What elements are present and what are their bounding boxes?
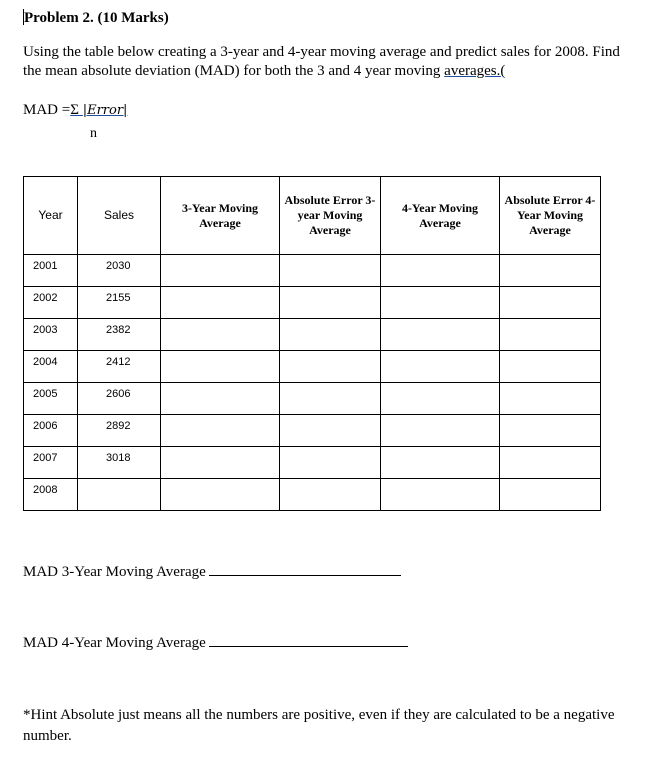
- header-sales: Sales: [78, 177, 161, 255]
- cell-sales-value: 2412: [106, 356, 131, 368]
- cell-sales-value: 2606: [106, 388, 131, 400]
- mad-3yr-answer-line[interactable]: [209, 574, 401, 576]
- cell-4yr-moving-average[interactable]: [381, 415, 500, 447]
- mad-formula-denominator: n: [90, 126, 97, 141]
- cell-sales: [78, 319, 161, 351]
- header-abs-error-3yr: Absolute Error 3-year Moving Average: [280, 177, 381, 255]
- cell-sales: [78, 351, 161, 383]
- cell-sales: [78, 415, 161, 447]
- cell-4yr-moving-average[interactable]: [381, 255, 500, 287]
- cell-year-value: 2004: [33, 356, 58, 368]
- cell-abs-error-3yr[interactable]: [280, 287, 381, 319]
- cell-4yr-moving-average[interactable]: [381, 447, 500, 479]
- instructions-text: Using the table below creating a 3-year and 4-year moving average and predict sales for 2008. Find the mean absolute deviation (MAD) for both the 3 and 4 year moving: [23, 44, 620, 79]
- mad-4yr-answer-line[interactable]: [209, 645, 408, 647]
- cell-sales: [78, 447, 161, 479]
- cell-4yr-moving-average[interactable]: [381, 287, 500, 319]
- cell-sales-value: 3018: [106, 452, 131, 464]
- cell-year: [24, 479, 78, 511]
- cell-year-value: 2003: [33, 324, 58, 336]
- cell-year: [24, 351, 78, 383]
- table-header-row: [24, 177, 601, 255]
- cell-4yr-moving-average[interactable]: [381, 383, 500, 415]
- cell-abs-error-4yr[interactable]: [500, 319, 601, 351]
- cell-3yr-moving-average[interactable]: [161, 447, 280, 479]
- mad-formula-sigma: Σ: [70, 102, 83, 118]
- cell-abs-error-3yr[interactable]: [280, 255, 381, 287]
- mad-3yr-answer: [23, 564, 401, 581]
- cell-4yr-moving-average[interactable]: [381, 351, 500, 383]
- cell-3yr-moving-average[interactable]: [161, 255, 280, 287]
- cell-sales-value: 2892: [106, 420, 131, 432]
- problem-title: [23, 9, 169, 27]
- cell-year: [24, 447, 78, 479]
- cell-year-value: 2002: [33, 292, 58, 304]
- cell-abs-error-4yr[interactable]: [500, 255, 601, 287]
- cell-year-value: 2007: [33, 452, 58, 464]
- cell-year: [24, 319, 78, 351]
- cell-3yr-moving-average[interactable]: [161, 319, 280, 351]
- cell-sales: [78, 287, 161, 319]
- table-row: [24, 287, 601, 319]
- cell-4yr-moving-average[interactable]: [381, 319, 500, 351]
- sales-table: [23, 176, 601, 511]
- mad-4yr-label: MAD 4-Year Moving Average: [23, 635, 206, 651]
- cell-year: [24, 255, 78, 287]
- cell-sales-value: [78, 479, 160, 484]
- cell-year: [24, 287, 78, 319]
- header-3yr-moving-average: 3-Year Moving Average: [161, 177, 280, 255]
- cell-year-value: 2001: [33, 260, 58, 272]
- cell-3yr-moving-average[interactable]: [161, 479, 280, 511]
- table-body: [24, 255, 601, 511]
- table-row: [24, 479, 601, 511]
- cell-sales-value: 2155: [106, 292, 131, 304]
- cell-3yr-moving-average[interactable]: [161, 415, 280, 447]
- cell-abs-error-4yr[interactable]: [500, 383, 601, 415]
- cell-abs-error-4yr[interactable]: [500, 351, 601, 383]
- hint-text: *Hint Absolute just means all the numbers are positive, even if they are calculated to be a negative number.: [23, 707, 615, 744]
- cell-3yr-moving-average[interactable]: [161, 383, 280, 415]
- cell-year-value: 2008: [33, 484, 58, 496]
- cell-abs-error-3yr[interactable]: [280, 479, 381, 511]
- table-row: [24, 319, 601, 351]
- table-row: [24, 383, 601, 415]
- cell-abs-error-3yr[interactable]: [280, 319, 381, 351]
- header-4yr-moving-average: 4-Year Moving Average: [381, 177, 500, 255]
- cell-year: [24, 383, 78, 415]
- cell-abs-error-3yr[interactable]: [280, 415, 381, 447]
- table-row: [24, 415, 601, 447]
- mad-3yr-label: MAD 3-Year Moving Average: [23, 564, 206, 580]
- cell-year-value: 2006: [33, 420, 58, 432]
- cell-sales-value: 2030: [106, 260, 131, 272]
- instructions-link-text: averages.(: [444, 63, 506, 79]
- mad-4yr-answer: [23, 635, 408, 652]
- mad-formula-label: MAD =: [23, 102, 71, 118]
- cell-abs-error-4yr[interactable]: [500, 415, 601, 447]
- table-row: [24, 255, 601, 287]
- cell-abs-error-4yr[interactable]: [500, 447, 601, 479]
- mad-formula: [23, 102, 127, 119]
- problem-instructions: [23, 43, 623, 81]
- cell-abs-error-3yr[interactable]: [280, 383, 381, 415]
- cell-sales: [78, 255, 161, 287]
- header-year: Year: [24, 177, 78, 255]
- cell-year-value: 2005: [33, 388, 58, 400]
- cell-sales-value: 2382: [106, 324, 131, 336]
- cell-sales: [78, 383, 161, 415]
- table-row: [24, 447, 601, 479]
- cell-abs-error-4yr[interactable]: [500, 287, 601, 319]
- table-row: [24, 351, 601, 383]
- mad-formula-error: |Error|: [82, 103, 128, 118]
- cell-4yr-moving-average[interactable]: [381, 479, 500, 511]
- cell-3yr-moving-average[interactable]: [161, 287, 280, 319]
- problem-title-text: Problem 2. (10 Marks): [24, 10, 169, 26]
- cell-abs-error-3yr[interactable]: [280, 351, 381, 383]
- cell-year: [24, 415, 78, 447]
- cell-abs-error-4yr[interactable]: [500, 479, 601, 511]
- cell-3yr-moving-average[interactable]: [161, 351, 280, 383]
- cell-abs-error-3yr[interactable]: [280, 447, 381, 479]
- cell-sales: [78, 479, 161, 511]
- header-abs-error-4yr: Absolute Error 4-Year Moving Average: [500, 177, 601, 255]
